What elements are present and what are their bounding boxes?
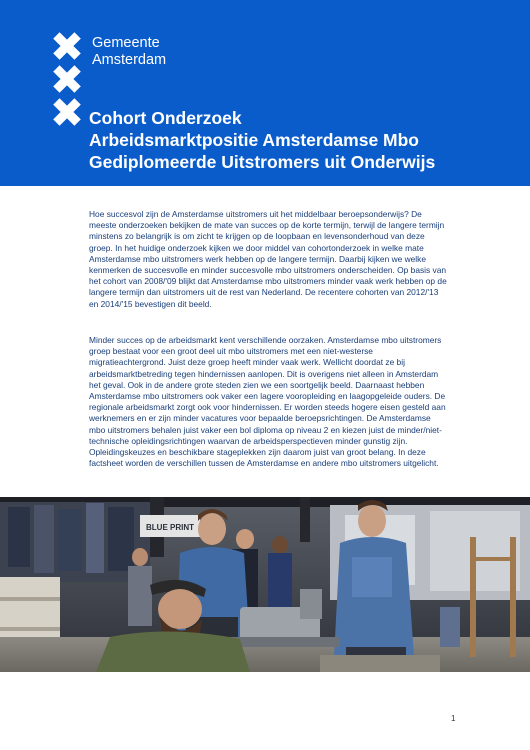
amsterdam-xxx-logo-icon xyxy=(52,32,82,128)
header-banner xyxy=(0,0,530,186)
title-line-1: Cohort Onderzoek xyxy=(89,108,242,128)
causes-paragraph: Minder succes op de arbeidsmarkt kent verschillende oorzaken. Amsterdamse mbo uitstromers groep bestaat voor een groot deel uit mbo uitstromers met een niet-westerse migratieachtergrond. Juist deze groep heeft minder vaak werk. Wellicht doordat ze bij arbeidsmarktbetreding tegen hindernissen aanlopen. Dit is overigens niet alleen in Amsterdam het geval. Ook in de andere grote steden zien we een soortgelijk beeld. Daarnaast hebben Amsterdamse mbo uitstromers ook vaker een lagere vooropleiding en laagopgeleide ouders. De regionale arbeidsmarkt zorgt ook voor hindernissen. Er worden steeds hogere eisen gesteld aan werknemers en er zijn minder vacatures voor bepaalde beroepsrichtingen. De Amsterdamse mbo uitstromers behalen juist vaker een bol diploma op niveau 2 en kiezen juist de minder/niet-technische opleidingsrichtingen waarvan de arbeidsperspectieven minder gunstig zijn. Opleidingskeuzes en beschikbare stageplekken zijn daarom juist van groot belang. In deze factsheet worden de verschillen tussen de Amsterdamse en andere mbo uitstromers uitgelicht. xyxy=(89,335,446,469)
shop-sign-text: BLUE PRINT xyxy=(146,523,194,532)
logo-line-1: Gemeente xyxy=(92,35,160,51)
document-title xyxy=(89,107,435,173)
title-line-2: Arbeidsmarktpositie Amsterdamse Mbo xyxy=(89,130,419,150)
workshop-photo xyxy=(0,497,530,672)
intro-paragraph: Hoe succesvol zijn de Amsterdamse uitstromers uit het middelbaar beroepsonderwijs? De meeste onderzoeken bekijken de mate van succes op de korte termijn, terwijl de langere termijn minstens zo belangrijk is om zicht te krijgen op de loopbaan en levensonderhoud van deze groep. In het huidige onderzoek kijken we door middel van cohortonderzoek in welke mate Amsterdamse mbo uitstromers werk hebben op de langere termijn. Daarbij kijken we welke kenmerken de succesvolle en minder succesvolle mbo uitstromers onderscheiden. Op basis van het cohort van 2008/'09 blijkt dat Amsterdamse mbo uitstromers minder vaak werk hebben op de langere termijn dan uitstromers uit de rest van Nederland. De recentere cohorten van 2012/'13 en 2014/'15 bevestigen dit beeld. xyxy=(89,209,447,309)
title-line-3: Gediplomeerde Uitstromers uit Onderwijs xyxy=(89,152,436,172)
workshop-photo-illustration xyxy=(0,497,530,672)
logo-line-2: Amsterdam xyxy=(92,52,167,68)
page-number: 1 xyxy=(451,714,456,723)
logo-wordmark xyxy=(92,35,166,69)
